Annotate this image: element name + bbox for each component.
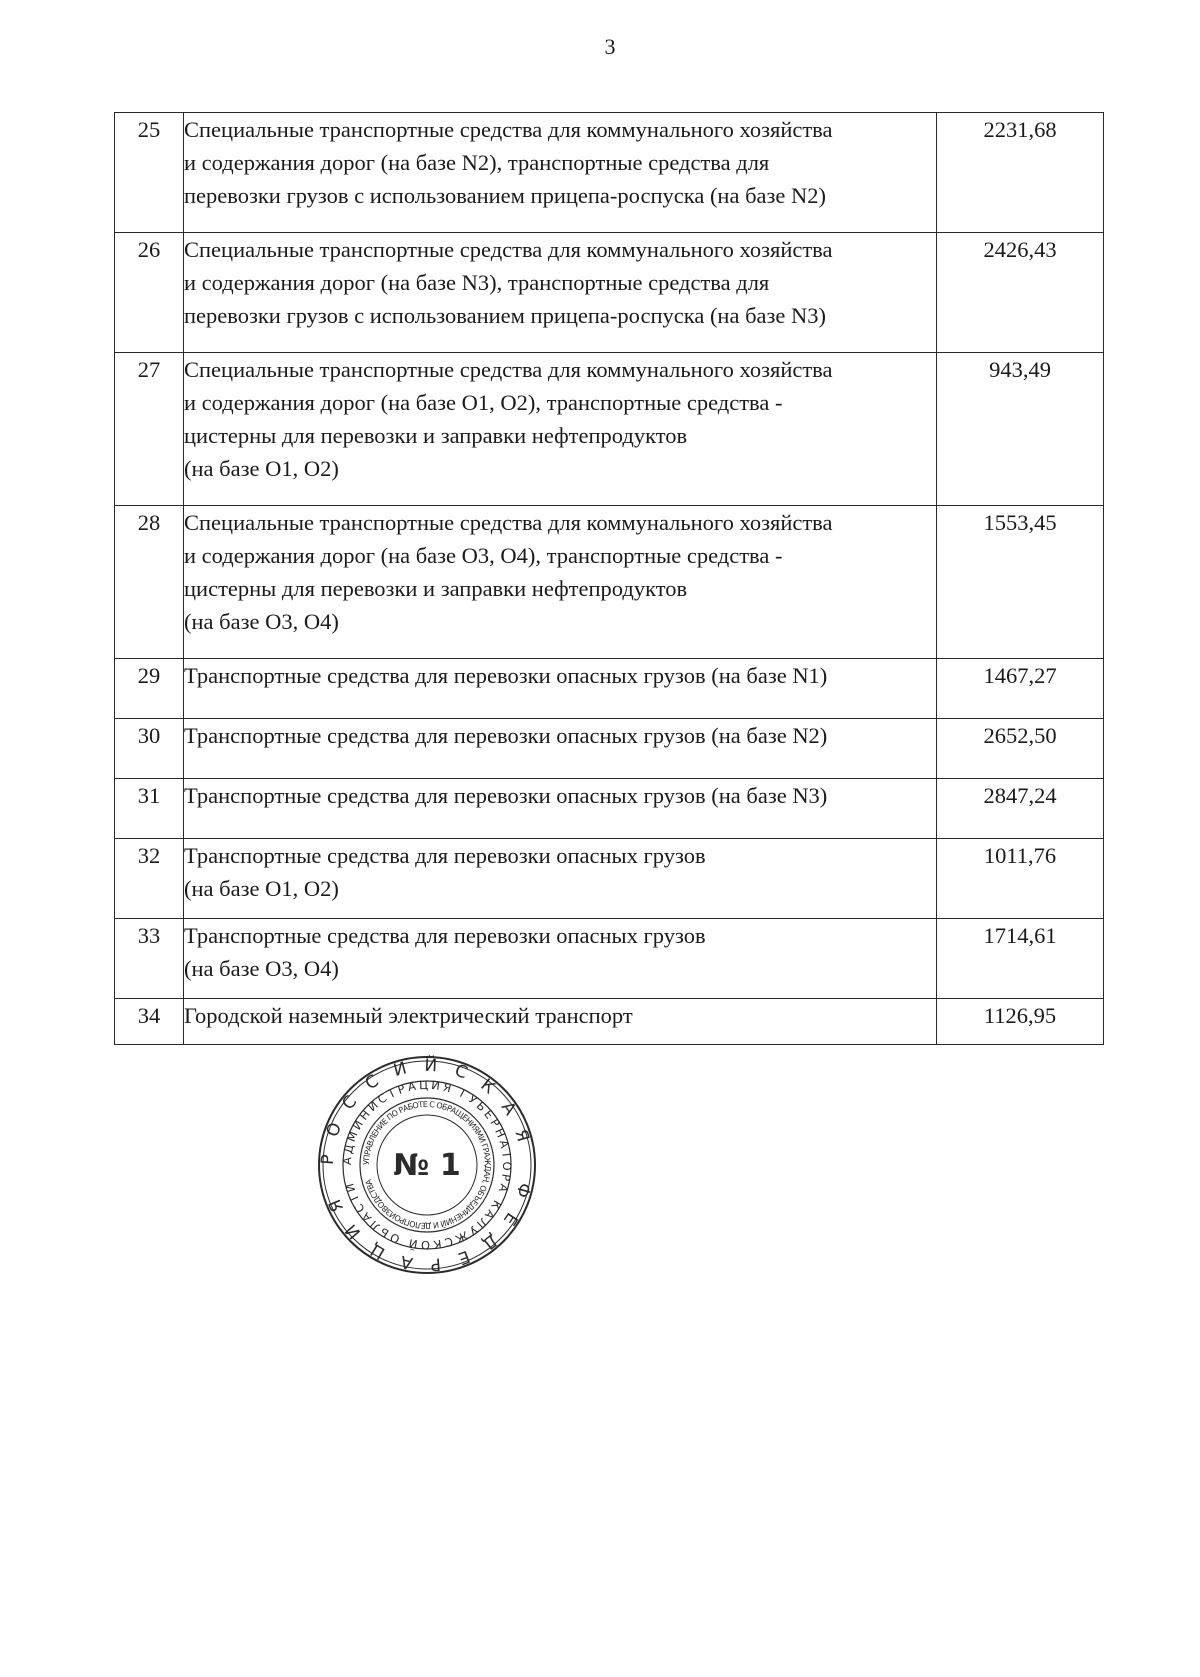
row-description [184, 113, 937, 233]
description-line: Специальные транспортные средства для коммунального хозяйства [184, 357, 833, 382]
table-row-34 [115, 999, 1104, 1045]
row-value: 1126,95 [937, 999, 1104, 1045]
description-line: Транспортные средства для перевозки опасных грузов (на базе N3) [184, 783, 828, 808]
row-description [184, 999, 937, 1045]
row-value: 1714,61 [937, 919, 1104, 999]
page-number: 3 [604, 34, 616, 59]
row-value: 1467,27 [937, 659, 1104, 719]
description-line: Транспортные средства для перевозки опасных грузов [184, 843, 706, 868]
row-value: 1011,76 [937, 839, 1104, 919]
tariff-table [114, 112, 1104, 1045]
description-line: перевозки грузов с использованием прицепа-роспуска (на базе N2) [184, 183, 827, 208]
row-description [184, 233, 937, 353]
description-line: Транспортные средства для перевозки опасных грузов (на базе N2) [184, 723, 828, 748]
row-number: 33 [115, 919, 184, 999]
row-number: 32 [115, 839, 184, 919]
description-line: (на базе O3, O4) [184, 956, 339, 981]
row-number: 28 [115, 506, 184, 659]
seal-inner-text: УПРАВЛЕНИЕ ПО РАБОТЕ С ОБРАЩЕНИЯМИ ГРАЖДАН, ОБЪЕДИНЕНИЙ И ДЕЛОПРОИЗВОДСТВА [361, 1099, 493, 1231]
tariff-table-body [115, 113, 1104, 1045]
row-value: 2652,50 [937, 719, 1104, 779]
table-row-28 [115, 506, 1104, 659]
description-line: и содержания дорог (на базе O3, O4), транспортные средства - [184, 543, 783, 568]
row-value: 1553,45 [937, 506, 1104, 659]
table-row-29 [115, 659, 1104, 719]
row-description [184, 719, 937, 779]
row-number: 26 [115, 233, 184, 353]
row-number: 27 [115, 353, 184, 506]
row-value: 943,49 [937, 353, 1104, 506]
table-row-32 [115, 839, 1104, 919]
row-number: 29 [115, 659, 184, 719]
description-line: и содержания дорог (на базе N3), транспортные средства для [184, 270, 770, 295]
seal-outer-text: РОССИЙСКАЯ ФЕДЕРАЦИЯ [317, 1055, 537, 1275]
description-line: Транспортные средства для перевозки опасных грузов (на базе N1) [184, 663, 828, 688]
row-description [184, 919, 937, 999]
row-description [184, 506, 937, 659]
description-line: Специальные транспортные средства для коммунального хозяйства [184, 237, 833, 262]
description-line: и содержания дорог (на базе O1, O2), транспортные средства - [184, 390, 783, 415]
row-value: 2847,24 [937, 779, 1104, 839]
row-number: 25 [115, 113, 184, 233]
seal-middle-text: АДМИНИСТРАЦИЯ ГУБЕРНАТОРА КАЛУЖСКОЙ ОБЛАСТИ [339, 1077, 515, 1253]
row-number: 30 [115, 719, 184, 779]
row-number: 31 [115, 779, 184, 839]
row-value: 2231,68 [937, 113, 1104, 233]
description-line: Транспортные средства для перевозки опасных грузов [184, 923, 706, 948]
description-line: и содержания дорог (на базе N2), транспортные средства для [184, 150, 770, 175]
seal-center-number: № 1 [393, 1148, 461, 1183]
seal-graphic [316, 1054, 538, 1276]
table-row-25 [115, 113, 1104, 233]
row-number: 34 [115, 999, 184, 1045]
description-line: перевозки грузов с использованием прицепа-роспуска (на базе N3) [184, 303, 827, 328]
official-seal [316, 1054, 538, 1276]
row-value: 2426,43 [937, 233, 1104, 353]
row-description [184, 839, 937, 919]
description-line: (на базе O1, O2) [184, 456, 339, 481]
description-line: цистерны для перевозки и заправки нефтепродуктов [184, 576, 688, 601]
row-description [184, 779, 937, 839]
row-description [184, 659, 937, 719]
description-line: Городской наземный электрический транспорт [184, 1003, 633, 1028]
table-row-26 [115, 233, 1104, 353]
description-line: Специальные транспортные средства для коммунального хозяйства [184, 510, 833, 535]
description-line: (на базе O3, O4) [184, 609, 339, 634]
description-line: (на базе O1, O2) [184, 876, 339, 901]
table-row-33 [115, 919, 1104, 999]
row-description [184, 353, 937, 506]
description-line: цистерны для перевозки и заправки нефтепродуктов [184, 423, 688, 448]
table-row-27 [115, 353, 1104, 506]
description-line: Специальные транспортные средства для коммунального хозяйства [184, 117, 833, 142]
table-row-31 [115, 779, 1104, 839]
table-row-30 [115, 719, 1104, 779]
